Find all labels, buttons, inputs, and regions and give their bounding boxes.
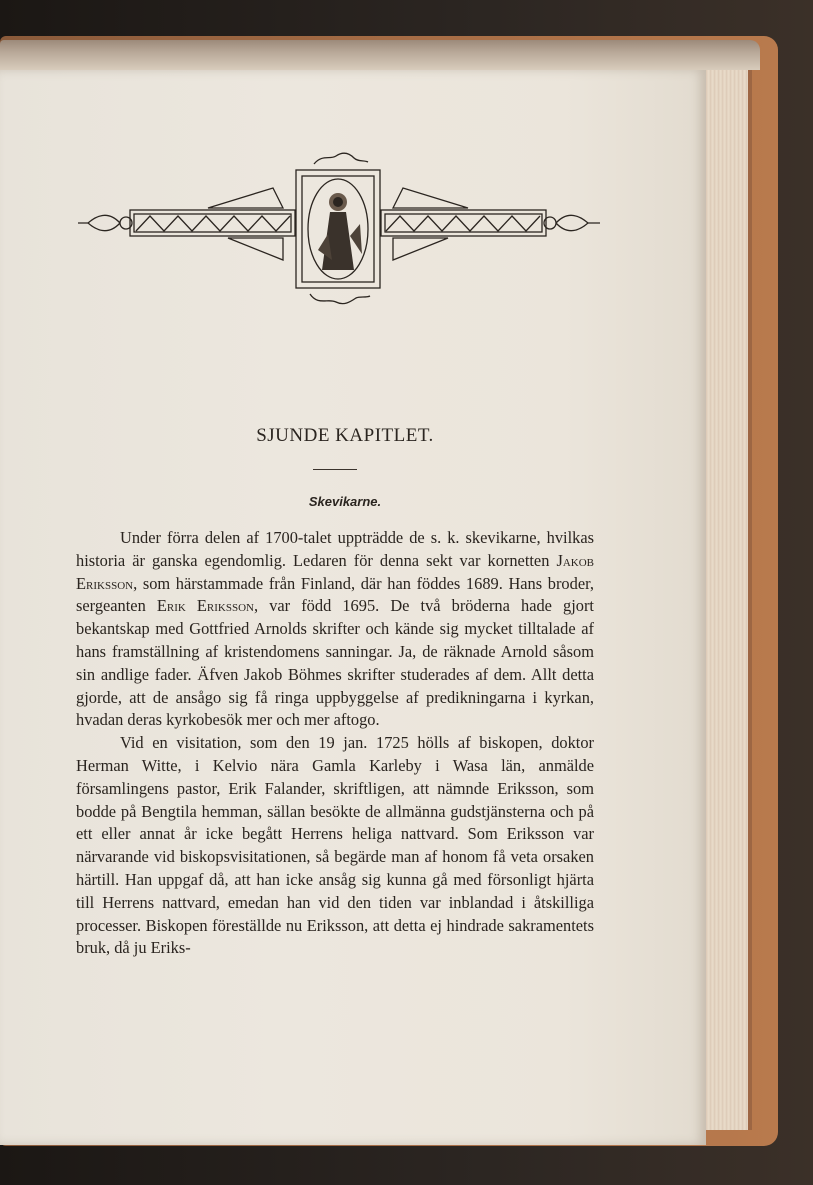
title-divider — [313, 469, 357, 470]
chapter-title: SJUNDE KAPITLET. — [256, 425, 434, 446]
paragraph-1-part-b: , som härstammade från Finland, där han föddes 1689. Hans broder, sergeanten — [76, 573, 594, 616]
page-stack-edge — [700, 70, 752, 1130]
paragraph-2: Vid en visitation, som den 19 jan. 1725 hölls af biskopen, doktor Herman Witte, i Kelvio nära Gamla Karleby i Wasa län, anmälde församlingens pastor, Erik Falander, skriftligen, att nämnde Eriksson, som bodde på Bengtila hemman, sällan besökte de allmänna gudstjänsterna och på ett eller annat år icke begått Herrens heliga nattvard. Som Eriksson var närvarande vid biskopsvisitationen, så begärde man af honom få veta orsaken härtill. Han uppgaf då, att han icke ansåg sig kunna gå med försonligt hjärta till Herrens nattvard, emedan han vid den tiden var inblandad i åtskilliga processer. Biskopen föreställde nu Eriksson, att detta ej hindrade sakramentets bruk, då ju Eriks- — [76, 733, 594, 958]
section-title: Skevikarne. — [308, 494, 382, 509]
paragraph-1-part-a: Under förra delen af 1700-talet uppträdde de s. k. skevikarne, hvilkas historia är ganska egendomlig. Ledaren för denna sekt var kornetten — [76, 528, 594, 570]
body-text — [76, 527, 594, 960]
ornamental-headpiece-icon — [78, 150, 608, 310]
name-jakob-eriksson: Jakob Eriksson — [76, 550, 594, 593]
name-erik-eriksson: Erik Eriksson — [156, 596, 255, 616]
page-top-edges — [0, 40, 760, 70]
paragraph-1 — [76, 527, 594, 732]
paragraph-1-part-c: , var född 1695. De två bröderna hade gjort bekantskap med Gottfried Arnolds skrifter och kände sig mycket tilltalade af hans framställning af kristendomens sanningar. Ja, de räknade Arnold såsom sin andlige fader. Äfven Jakob Böhmes skrifter studerades af dem. Allt detta gjorde, att de ansågo sig få ringa uppbyggelse af predikningarna i kyrkan, hvadan deras kyrkobesök mer och mer aftogo. — [76, 596, 594, 730]
